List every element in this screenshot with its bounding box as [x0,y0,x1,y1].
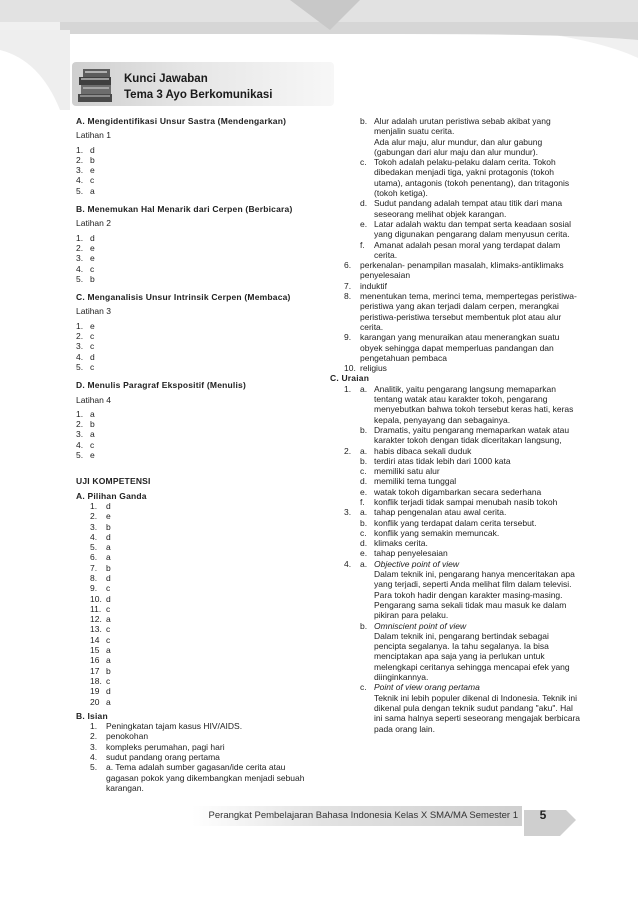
answer-item: 2. b [76,419,95,430]
latihan-3-label: Latihan 3 [76,306,111,317]
chapter-heading [124,71,273,103]
answer-item: 3. a [76,429,95,440]
answer-item: 7. b [90,562,111,573]
answer-item: 3. a. tahap pengenalan atau awal cerita. b. konflik yang terdapat dalam cerita tersebut. c. konflik yang semakin memuncak. d. klimaks cerita. e. tahap penyelesaian [344,507,537,559]
answer-item: c. Tokoh adalah pelaku-pelaku dalam cerita. Tokoh dibedakan menjadi tiga, yakni protagonis (tokoh utama), antagonis (tokoh penentang), dan tritagonis (tokoh ketiga). [360,157,570,199]
page-title: Kunci Jawaban [124,73,208,85]
uraian-title: C. Uraian [330,373,370,384]
isian-list [76,721,316,793]
answer-item: 10. religius [344,363,387,374]
isian-list-continued [330,260,580,373]
answer-item: 3. kompleks perumahan, pagi hari [90,741,225,752]
answer-item: 4. c [76,263,95,274]
answer-item: 1. Peningkatan tajam kasus HIV/AIDS. [90,721,243,732]
pilihan-ganda-title: A. Pilihan Ganda [76,490,147,501]
right-column [330,116,580,734]
footer-book-title: Perangkat Pembelajaran Bahasa Indonesia Kelas X SMA/MA Semester 1 [208,810,518,821]
answer-item: 9. karangan yang menuraikan atau menerangkan suatu obyek sehingga dapat memperluas pandangan dan pengetahuan pembaca [344,332,560,363]
answer-item: 16 a [90,655,111,666]
answer-item: 19 d [90,686,111,697]
latihan-2-label: Latihan 2 [76,218,111,229]
answer-item: 3. c [76,341,95,352]
answer-item: 18. c [90,675,111,686]
page-subtitle: Tema 3 Ayo Berkomunikasi [124,89,273,101]
answer-item: 3. b [90,521,111,532]
answer-item: 2. a. habis dibaca sekali duduk b. terdiri atas tidak lebih dari 1000 kata c. memiliki satu alur d. memiliki tema tunggal e. watak tokoh digambarkan secara sederhana f. konflik terjadi tidak sampai menubah nasib tokoh [344,445,558,507]
uraian-list [330,384,580,734]
answer-item: 5. c [76,361,95,372]
left-column [76,116,316,793]
answer-item: 2. e [90,511,111,522]
isian-title: B. Isian [76,710,108,721]
answer-item: 8. menentukan tema, merinci tema, mempertegas peristiwa-peristiwa yang akan terjadi dalam cerpen, merangkai peristiwa-peristiwa tersebut membentuk plot atau alur cerita. [344,291,577,332]
latihan-1-label: Latihan 1 [76,130,111,141]
answer-item: 3. e [76,253,95,264]
answer-item: d. Sudut pandang adalah tempat atau titik dari mana seseorang melihat objek karangan. [360,198,563,219]
section-d-title: D. Menulis Paragraf Ekspositif (Menulis) [76,380,247,391]
section-c-title: C. Menganalisis Unsur Intrinsik Cerpen (Membaca) [76,292,291,303]
latihan-3-list [76,321,316,372]
answer-item: 4. sudut pandang orang pertama [90,752,220,763]
page-number: 5 [539,808,547,822]
answer-item: 7. induktif [344,280,387,291]
answer-item: 2. penokohan [90,731,149,742]
answer-item: 4. a. Objective point of view Dalam teknik ini, pengarang hanya menceritakan apa yang terjadi, seperti Anda melihat film dalam televisi. Para tokoh hadir dengan karakter masing-masing. Pengarang sama sekali tidak mau masuk ke dalam pikiran para pelaku. b. Omniscient point of view Dalam teknik ini, pengarang bertindak sebagai pencipta segalanya. Ia tahu segalanya. Ia bisa menciptakan apa saja yang ia perlukan untuk melengkapi ceritanya sehingga mencapai efek yang diinginkannya. c. Point of view orang pertama Teknik ini lebih populer dikenal di Indonesia. Teknik ini dikenal pula dengan teknik sudut pandang "aku". Hal ini sama halnya seperti seseorang mengajak berbicara pada orang lain. [344,558,581,734]
section-b-title: B. Menemukan Hal Menarik dari Cerpen (Berbicara) [76,204,293,215]
answer-item: 10. d [90,593,111,604]
answer-item: 5. a [90,542,111,553]
answer-item: 1. a [76,408,95,419]
answer-item: 20 a [90,696,111,707]
answer-item: 12. a [90,614,111,625]
answer-item: 11. c [90,603,111,614]
uji-kompetensi-title: UJI KOMPETENSI [76,476,151,487]
latihan-2-list [76,233,316,284]
answer-item: 1. d [76,144,95,155]
books-icon [76,66,116,104]
answer-item: 5. a. Tema adalah sumber gagasan/ide cerita atau gagasan pokok yang dikembangkan menjadi sebuah karangan. [90,762,305,793]
isian-5-continuation [330,116,580,260]
answer-item: 13. c [90,624,111,635]
answer-item: 5. a [76,185,95,196]
answer-item: 4. c [76,439,95,450]
answer-item: e. Latar adalah waktu dan tempat serta keadaan sosial yang digunakan pengarang dalam menyusun cerita. [360,218,572,240]
section-a-title: A. Mengidentifikasi Unsur Sastra (Mendengarkan) [76,116,287,126]
answer-item: 2. b [76,154,95,165]
answer-item: 17 b [90,665,111,676]
answer-item: 8. d [90,572,111,583]
latihan-4-list [76,409,316,460]
answer-item: 5. e [76,450,95,461]
answer-item: 4. c [76,175,95,186]
answer-item: 1. d [76,232,95,243]
latihan-1-list [76,145,316,196]
answer-item: 1. e [76,320,95,331]
answer-item: 5. b [76,273,95,284]
answer-item: 9. c [90,583,111,594]
answer-item: b. Alur adalah urutan peristiwa sebab akibat yang menjalin suatu cerita. [360,116,551,137]
answer-item: 2. c [76,331,95,342]
answer-item: 1. a. Analitik, yaitu pengarang langsung memaparkan tentang watak atau karakter tokoh, pengarang menyebutkan bahwa tokoh tersebut keras hati, keras kepala, penyayang dan sebagainya. b. Dramatis, yaitu pengarang memaparkan watak atau karakter tokoh dengan tidak diceritakan langsung, [344,383,574,446]
answer-item: 4. d [76,351,95,362]
pilihan-ganda-list [76,501,316,707]
latihan-4-label: Latihan 4 [76,394,111,405]
answer-item: 1. d [90,500,111,511]
answer-item: 6. a [90,552,111,563]
answer-item: Ada alur maju, alur mundur, dan alur gabung (gabungan dari alur maju dan alur mundur). [374,136,543,157]
answer-item: 6. perkenalan- penampilan masalah, klimaks-antiklimaks penyelesaian [344,260,564,281]
answer-item: f. Amanat adalah pesan moral yang terdapat dalam cerita. [360,239,561,260]
answer-item: 3. e [76,165,95,176]
answer-item: 4. d [90,531,111,542]
answer-item: 14 c [90,634,111,645]
answer-item: 15 a [90,645,111,656]
answer-item: 2. e [76,242,95,253]
